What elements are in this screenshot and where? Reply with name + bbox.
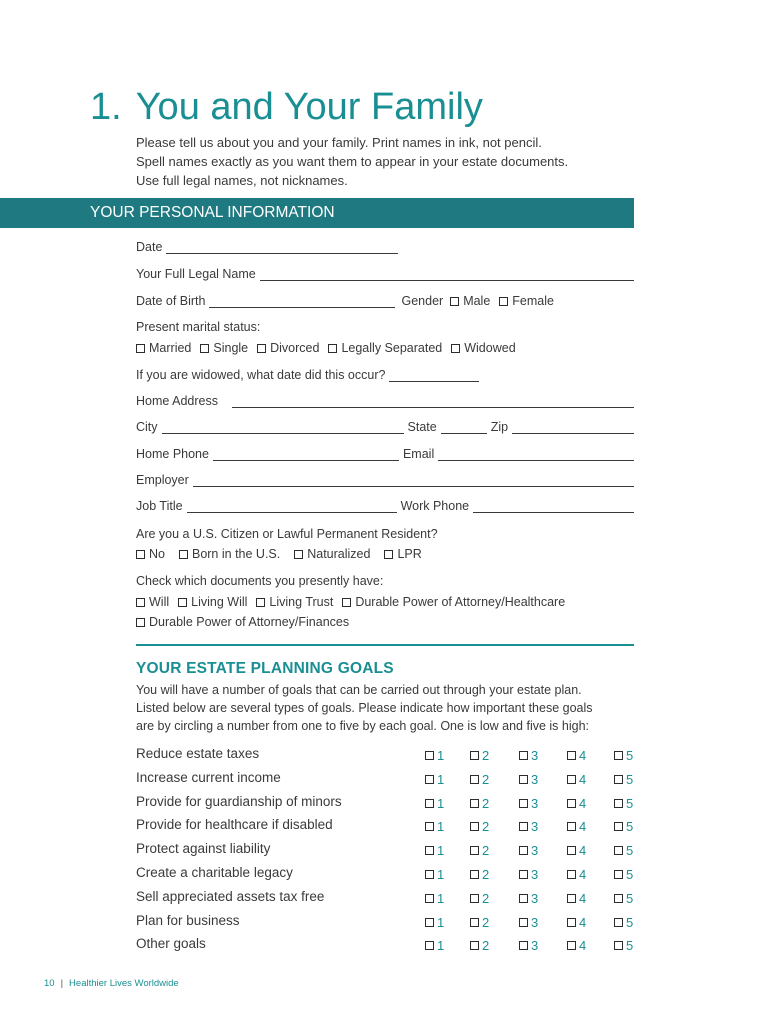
doc-option-living-trust[interactable] bbox=[256, 595, 333, 609]
checkbox-icon[interactable] bbox=[470, 870, 479, 879]
docs-label: Check which documents you presently have: bbox=[136, 574, 384, 588]
intro-line: Spell names exactly as you want them to appear in your estate documents. bbox=[136, 154, 569, 169]
goal-rating-option[interactable] bbox=[519, 867, 538, 882]
goal-label: Protect against liability bbox=[136, 841, 271, 857]
checkbox-icon[interactable] bbox=[567, 870, 576, 879]
goal-rating-option[interactable] bbox=[567, 748, 586, 763]
option-label: Divorced bbox=[270, 341, 320, 355]
employer-label: Employer bbox=[136, 473, 189, 487]
checkbox-icon[interactable] bbox=[567, 941, 576, 950]
rating-number: 5 bbox=[626, 938, 634, 954]
goal-rating-option[interactable] bbox=[614, 772, 633, 787]
checkbox-icon[interactable] bbox=[519, 775, 528, 784]
rating-number: 2 bbox=[482, 914, 490, 930]
goal-rating-option[interactable] bbox=[519, 915, 538, 930]
marital-option-divorced[interactable] bbox=[257, 341, 319, 355]
intro-line: Use full legal names, not nicknames. bbox=[136, 173, 348, 188]
rating-number: 5 bbox=[626, 914, 634, 930]
doc-option-will[interactable] bbox=[136, 595, 169, 609]
goal-rating-option[interactable] bbox=[425, 891, 444, 906]
citizen-option-born[interactable] bbox=[179, 547, 280, 561]
rating-number: 1 bbox=[437, 819, 445, 835]
checkbox-icon[interactable] bbox=[614, 894, 623, 903]
goal-rating-option[interactable] bbox=[567, 891, 586, 906]
doc-option-living-will[interactable] bbox=[178, 595, 247, 609]
employer-field[interactable] bbox=[193, 476, 634, 487]
rating-number: 4 bbox=[579, 795, 587, 811]
checkbox-icon[interactable] bbox=[614, 751, 623, 760]
marital-label-row bbox=[136, 320, 634, 334]
checkbox-icon[interactable] bbox=[384, 550, 393, 559]
goal-rating-option[interactable] bbox=[567, 938, 586, 953]
address-field[interactable] bbox=[232, 397, 634, 408]
citizen-option-lpr[interactable] bbox=[384, 547, 421, 561]
rating-number: 3 bbox=[531, 771, 539, 787]
rating-number: 2 bbox=[482, 819, 490, 835]
rating-number: 4 bbox=[579, 938, 587, 954]
rating-number: 3 bbox=[531, 748, 539, 763]
zip-field[interactable] bbox=[512, 423, 634, 434]
personal-info-banner: YOUR PERSONAL INFORMATION bbox=[0, 198, 634, 228]
job-title-field[interactable] bbox=[187, 502, 397, 513]
goal-row bbox=[136, 936, 640, 956]
dob-label: Date of Birth bbox=[136, 294, 206, 308]
checkbox-icon[interactable] bbox=[136, 598, 145, 607]
rating-number: 3 bbox=[531, 938, 539, 954]
rating-number: 4 bbox=[579, 819, 587, 835]
checkbox-icon[interactable] bbox=[470, 751, 479, 760]
checkbox-icon[interactable] bbox=[519, 751, 528, 760]
goal-rating-option[interactable] bbox=[425, 748, 444, 763]
goal-row bbox=[136, 865, 640, 885]
rating-number: 1 bbox=[437, 867, 445, 882]
doc-option-poa-finances[interactable] bbox=[136, 615, 349, 629]
checkbox-icon[interactable] bbox=[519, 941, 528, 950]
goal-rating-option[interactable] bbox=[614, 819, 633, 834]
checkbox-icon[interactable] bbox=[470, 894, 479, 903]
marital-option-widowed[interactable] bbox=[451, 341, 515, 355]
address-row bbox=[136, 394, 634, 408]
rating-number: 1 bbox=[437, 938, 445, 954]
checkbox-icon[interactable] bbox=[499, 297, 508, 306]
citizen-options-row bbox=[136, 547, 634, 561]
section-divider bbox=[136, 644, 634, 646]
rating-number: 4 bbox=[579, 843, 587, 859]
citizen-option-naturalized[interactable] bbox=[294, 547, 370, 561]
goal-rating-option[interactable] bbox=[470, 938, 489, 953]
checkbox-icon[interactable] bbox=[256, 598, 265, 607]
rating-number: 3 bbox=[531, 819, 539, 835]
option-label: Male bbox=[463, 294, 491, 308]
checkbox-icon[interactable] bbox=[614, 799, 623, 808]
checkbox-icon[interactable] bbox=[425, 799, 434, 808]
checkbox-icon[interactable] bbox=[567, 846, 576, 855]
checkbox-icon[interactable] bbox=[425, 846, 434, 855]
rating-number: 4 bbox=[579, 890, 587, 906]
goal-label: Sell appreciated assets tax free bbox=[136, 888, 325, 904]
goal-row bbox=[136, 841, 640, 861]
checkbox-icon[interactable] bbox=[519, 799, 528, 808]
rating-number: 5 bbox=[626, 890, 634, 906]
rating-number: 5 bbox=[626, 795, 634, 811]
checkbox-icon[interactable] bbox=[614, 822, 623, 831]
intro-text bbox=[136, 133, 568, 190]
option-label: Female bbox=[512, 294, 554, 308]
rating-number: 1 bbox=[437, 771, 445, 787]
goal-rating-option[interactable] bbox=[519, 748, 538, 763]
goal-rating-option[interactable] bbox=[425, 938, 444, 953]
marital-option-separated[interactable] bbox=[328, 341, 442, 355]
docs-options-row bbox=[136, 595, 634, 609]
option-label: Born in the U.S. bbox=[191, 547, 281, 561]
rating-number: 5 bbox=[626, 867, 634, 882]
goal-rating-option[interactable] bbox=[614, 915, 633, 930]
full-name-row bbox=[136, 267, 634, 281]
rating-number: 4 bbox=[579, 867, 587, 882]
goal-label: Plan for business bbox=[136, 912, 240, 928]
rating-number: 1 bbox=[437, 890, 445, 906]
option-label: No bbox=[149, 547, 165, 561]
docs-label-row bbox=[136, 574, 634, 588]
rating-number: 2 bbox=[482, 938, 490, 954]
checkbox-icon[interactable] bbox=[178, 598, 187, 607]
checkbox-icon[interactable] bbox=[567, 918, 576, 927]
goal-rating-option[interactable] bbox=[470, 915, 489, 930]
goal-rating-option[interactable] bbox=[614, 748, 633, 763]
home-phone-label: Home Phone bbox=[136, 447, 209, 461]
checkbox-icon[interactable] bbox=[136, 550, 145, 559]
goal-row bbox=[136, 746, 640, 766]
goals-intro bbox=[136, 681, 593, 735]
widowed-row bbox=[136, 368, 483, 382]
goals-intro-line: are by circling a number from one to five by each goal. One is low and five is high: bbox=[136, 719, 590, 733]
work-phone-field[interactable] bbox=[473, 502, 634, 513]
goal-row bbox=[136, 770, 640, 790]
checkbox-icon[interactable] bbox=[470, 775, 479, 784]
goal-rating-option[interactable] bbox=[567, 819, 586, 834]
page-number: 10 bbox=[44, 978, 55, 989]
phone-email-row bbox=[136, 447, 634, 461]
goal-rating-option[interactable] bbox=[425, 867, 444, 882]
goal-rating-option[interactable] bbox=[567, 796, 586, 811]
goal-label: Increase current income bbox=[136, 769, 281, 785]
checkbox-icon[interactable] bbox=[567, 894, 576, 903]
city-label: City bbox=[136, 420, 158, 434]
checkbox-icon[interactable] bbox=[519, 894, 528, 903]
checkbox-icon[interactable] bbox=[519, 846, 528, 855]
goal-row bbox=[136, 794, 640, 814]
marital-label: Present marital status: bbox=[136, 320, 261, 334]
goal-rating-option[interactable] bbox=[519, 819, 538, 834]
date-field[interactable] bbox=[166, 243, 398, 254]
goal-row bbox=[136, 889, 640, 909]
intro-line: Please tell us about you and your family. Print names in ink, not pencil. bbox=[136, 135, 542, 150]
checkbox-icon[interactable] bbox=[567, 775, 576, 784]
checkbox-icon[interactable] bbox=[425, 822, 434, 831]
marital-option-married[interactable] bbox=[136, 341, 191, 355]
rating-number: 5 bbox=[626, 819, 634, 835]
city-state-zip-row bbox=[136, 420, 634, 434]
checkbox-icon[interactable] bbox=[342, 598, 351, 607]
checkbox-icon[interactable] bbox=[614, 846, 623, 855]
checkbox-icon[interactable] bbox=[257, 344, 266, 353]
city-field[interactable] bbox=[162, 423, 404, 434]
rating-number: 1 bbox=[437, 914, 445, 930]
rating-number: 2 bbox=[482, 771, 490, 787]
checkbox-icon[interactable] bbox=[567, 751, 576, 760]
employer-row bbox=[136, 473, 634, 487]
checkbox-icon[interactable] bbox=[136, 618, 145, 627]
checkbox-icon[interactable] bbox=[567, 799, 576, 808]
state-field[interactable] bbox=[441, 423, 487, 434]
checkbox-icon[interactable] bbox=[328, 344, 337, 353]
goal-rating-option[interactable] bbox=[614, 796, 633, 811]
marital-options-row bbox=[136, 341, 634, 355]
checkbox-icon[interactable] bbox=[294, 550, 303, 559]
goal-rating-option[interactable] bbox=[470, 772, 489, 787]
goal-rating-option[interactable] bbox=[519, 772, 538, 787]
checkbox-icon[interactable] bbox=[470, 822, 479, 831]
dob-field[interactable] bbox=[209, 297, 395, 308]
rating-number: 3 bbox=[531, 843, 539, 859]
rating-number: 1 bbox=[437, 748, 445, 763]
checkbox-icon[interactable] bbox=[470, 846, 479, 855]
goal-rating-option[interactable] bbox=[470, 819, 489, 834]
checkbox-icon[interactable] bbox=[614, 775, 623, 784]
date-row bbox=[136, 240, 402, 254]
section-heading bbox=[90, 86, 483, 129]
option-label: Durable Power of Attorney/Healthcare bbox=[355, 595, 566, 609]
goal-rating-option[interactable] bbox=[614, 843, 633, 858]
checkbox-icon[interactable] bbox=[425, 870, 434, 879]
job-row bbox=[136, 499, 634, 513]
goal-rating-option[interactable] bbox=[519, 891, 538, 906]
email-field[interactable] bbox=[438, 450, 634, 461]
checkbox-icon[interactable] bbox=[200, 344, 209, 353]
page-footer bbox=[44, 978, 179, 989]
rating-number: 5 bbox=[626, 843, 634, 859]
dob-gender-row bbox=[136, 294, 634, 308]
section-title: You and Your Family bbox=[135, 86, 483, 128]
goals-intro-line: You will have a number of goals that can be carried out through your estate plan. bbox=[136, 683, 582, 697]
goal-rating-option[interactable] bbox=[519, 843, 538, 858]
marital-option-single[interactable] bbox=[200, 341, 248, 355]
rating-number: 4 bbox=[579, 771, 587, 787]
rating-number: 3 bbox=[531, 914, 539, 930]
widowed-label: If you are widowed, what date did this occur? bbox=[136, 368, 386, 382]
checkbox-icon[interactable] bbox=[519, 822, 528, 831]
goal-rating-option[interactable] bbox=[470, 748, 489, 763]
checkbox-icon[interactable] bbox=[614, 870, 623, 879]
goals-title: YOUR ESTATE PLANNING GOALS bbox=[136, 660, 394, 677]
checkbox-icon[interactable] bbox=[425, 751, 434, 760]
goal-label: Reduce estate taxes bbox=[136, 746, 260, 761]
goal-rating-option[interactable] bbox=[614, 891, 633, 906]
checkbox-icon[interactable] bbox=[136, 344, 145, 353]
checkbox-icon[interactable] bbox=[451, 344, 460, 353]
rating-number: 3 bbox=[531, 890, 539, 906]
goal-rating-option[interactable] bbox=[567, 867, 586, 882]
option-label: Living Will bbox=[191, 595, 248, 609]
gender-label: Gender bbox=[401, 294, 444, 308]
rating-number: 5 bbox=[626, 748, 634, 763]
goal-rating-option[interactable] bbox=[567, 915, 586, 930]
footer-separator: | bbox=[60, 978, 64, 989]
checkbox-icon[interactable] bbox=[614, 941, 623, 950]
option-label: LPR bbox=[397, 547, 422, 561]
gender-option-female[interactable] bbox=[499, 294, 554, 308]
rating-number: 2 bbox=[482, 748, 490, 763]
goal-rating-option[interactable] bbox=[614, 867, 633, 882]
citizen-label: Are you a U.S. Citizen or Lawful Permanent Resident? bbox=[136, 527, 438, 541]
rating-number: 2 bbox=[482, 795, 490, 811]
checkbox-icon[interactable] bbox=[519, 918, 528, 927]
goal-rating-option[interactable] bbox=[567, 772, 586, 787]
job-title-label: Job Title bbox=[136, 499, 183, 513]
option-label: Married bbox=[149, 341, 192, 355]
goal-rating-option[interactable] bbox=[425, 915, 444, 930]
goal-rating-option[interactable] bbox=[519, 938, 538, 953]
home-phone-field[interactable] bbox=[213, 450, 399, 461]
option-label: Durable Power of Attorney/Finances bbox=[149, 615, 350, 629]
rating-number: 1 bbox=[437, 795, 445, 811]
option-label: Legally Separated bbox=[341, 341, 443, 355]
goal-rating-option[interactable] bbox=[425, 819, 444, 834]
citizen-label-row bbox=[136, 527, 634, 541]
rating-number: 2 bbox=[482, 867, 490, 882]
goal-rating-option[interactable] bbox=[425, 796, 444, 811]
checkbox-icon[interactable] bbox=[450, 297, 459, 306]
goal-row bbox=[136, 913, 640, 933]
option-label: Living Trust bbox=[269, 595, 334, 609]
work-phone-label: Work Phone bbox=[400, 499, 470, 513]
checkbox-icon[interactable] bbox=[425, 941, 434, 950]
option-label: Single bbox=[213, 341, 249, 355]
rating-number: 4 bbox=[579, 914, 587, 930]
rating-number: 2 bbox=[482, 843, 490, 859]
checkbox-icon[interactable] bbox=[470, 918, 479, 927]
full-name-label: Your Full Legal Name bbox=[136, 267, 256, 281]
checkbox-icon[interactable] bbox=[614, 918, 623, 927]
date-label: Date bbox=[136, 240, 163, 254]
goal-label: Other goals bbox=[136, 936, 206, 952]
section-number: 1. bbox=[90, 86, 122, 128]
goal-label: Create a charitable legacy bbox=[136, 865, 293, 880]
gender-option-male[interactable] bbox=[450, 294, 490, 308]
checkbox-icon[interactable] bbox=[519, 870, 528, 879]
rating-number: 4 bbox=[579, 748, 587, 763]
option-label: Naturalized bbox=[307, 547, 371, 561]
doc-option-poa-healthcare[interactable] bbox=[342, 595, 565, 609]
goal-label: Provide for guardianship of minors bbox=[136, 793, 342, 809]
option-label: Will bbox=[149, 595, 170, 609]
checkbox-icon[interactable] bbox=[425, 775, 434, 784]
goal-label: Provide for healthcare if disabled bbox=[136, 817, 333, 833]
publication-name: Healthier Lives Worldwide bbox=[69, 978, 179, 989]
goal-rating-option[interactable] bbox=[614, 938, 633, 953]
goal-rating-option[interactable] bbox=[425, 772, 444, 787]
rating-number: 2 bbox=[482, 890, 490, 906]
checkbox-icon[interactable] bbox=[179, 550, 188, 559]
zip-label: Zip bbox=[490, 420, 509, 434]
goal-rating-option[interactable] bbox=[425, 843, 444, 858]
goal-rating-option[interactable] bbox=[470, 891, 489, 906]
rating-number: 3 bbox=[531, 867, 539, 882]
docs-options-row-2 bbox=[136, 615, 634, 629]
checkbox-icon[interactable] bbox=[425, 894, 434, 903]
full-name-field[interactable] bbox=[260, 270, 634, 281]
checkbox-icon[interactable] bbox=[567, 822, 576, 831]
goal-rating-option[interactable] bbox=[470, 867, 489, 882]
goal-row bbox=[136, 817, 640, 837]
goal-rating-option[interactable] bbox=[567, 843, 586, 858]
rating-number: 5 bbox=[626, 771, 634, 787]
option-label: Widowed bbox=[464, 341, 516, 355]
goal-rating-option[interactable] bbox=[519, 796, 538, 811]
address-label: Home Address bbox=[136, 394, 218, 408]
goals-intro-line: Listed below are several types of goals. Please indicate how important these goals bbox=[136, 701, 593, 715]
goal-rating-option[interactable] bbox=[470, 843, 489, 858]
checkbox-icon[interactable] bbox=[425, 918, 434, 927]
rating-number: 1 bbox=[437, 843, 445, 859]
goal-rating-option[interactable] bbox=[470, 796, 489, 811]
widowed-date-field[interactable] bbox=[389, 371, 479, 382]
rating-number: 3 bbox=[531, 795, 539, 811]
state-label: State bbox=[407, 420, 437, 434]
citizen-option-no[interactable] bbox=[136, 547, 165, 561]
checkbox-icon[interactable] bbox=[470, 941, 479, 950]
email-label: Email bbox=[402, 447, 435, 461]
checkbox-icon[interactable] bbox=[470, 799, 479, 808]
